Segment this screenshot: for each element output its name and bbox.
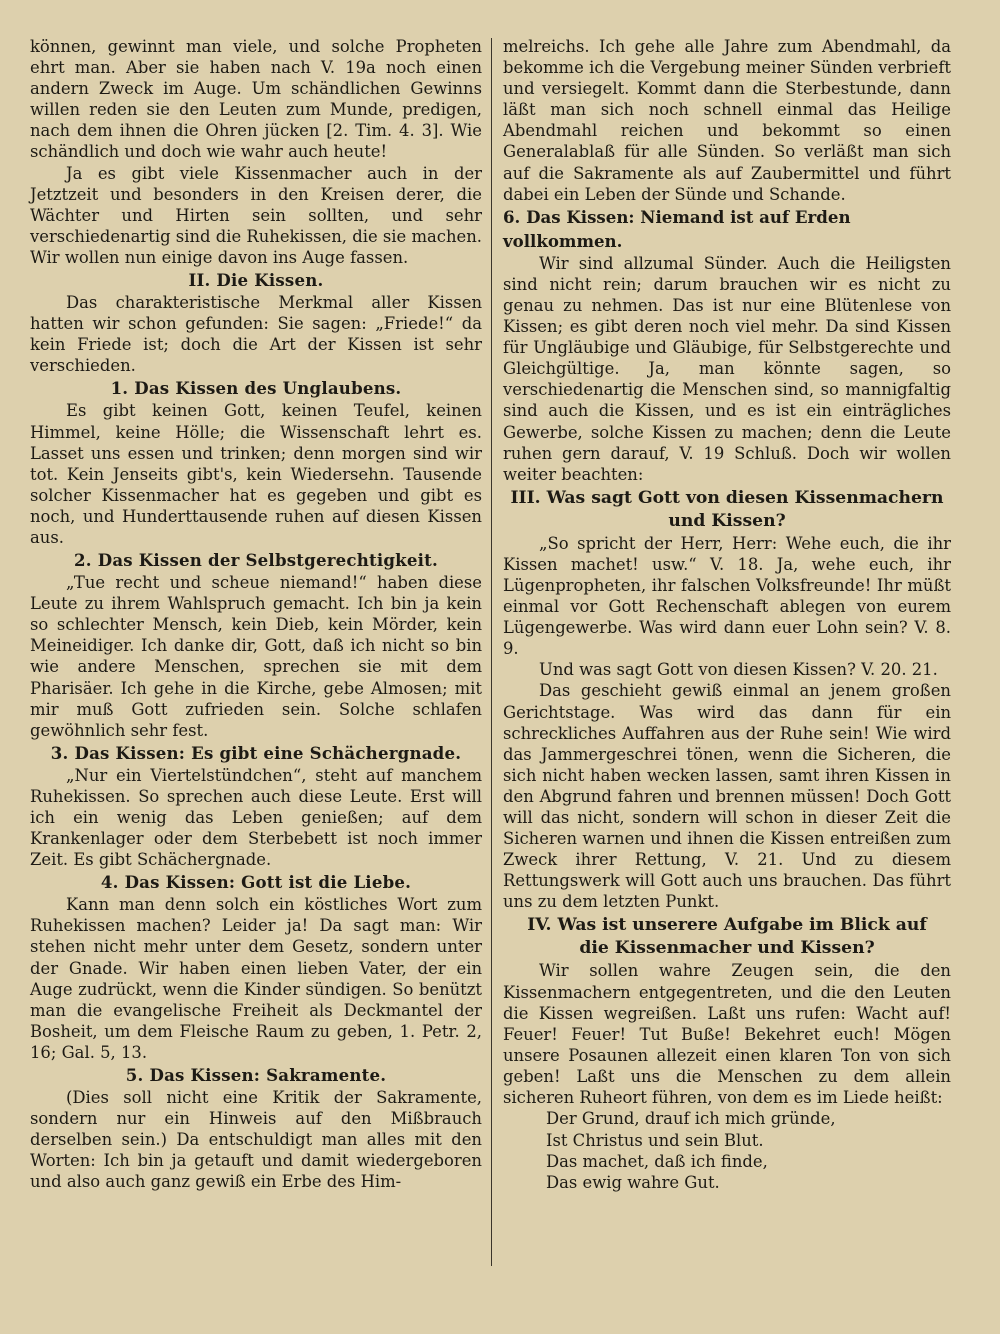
- paragraph: Das geschieht gewiß einmal an jenem großen Gerichtstage. Was wird das dann für ein schreckliches Auffahren aus der Ruhe sein! Wie wird das Jammergeschrei tönen, wenn die Sicheren, die sich nicht haben wecken lassen, samt ihren Kissen in den Abgrund fahren und brennen müssen! Doch Gott will das nicht, sondern will schon in dieser Zeit die Sicheren warnen und ihnen die Kissen entreißen zum Zweck ihrer Rettung, V. 21. Und zu diesem Rettungswerk will Gott auch uns brauchen. Das führt uns zu dem letzten Punkt.: [503, 681, 951, 912]
- paragraph: (Dies soll nicht eine Kritik der Sakramente, sondern nur ein Hinweis auf den Mißbrauch derselben sein.) Da entschuldigt man alles mit den Worten: Ich bin ja getauft und damit wiedergeboren und also auch ganz gewiß ein Erbe des Him-: [30, 1088, 482, 1192]
- verse-line: Der Grund, drauf ich mich gründe,: [546, 1109, 836, 1129]
- subheading-4: 4. Das Kissen: Gott ist die Liebe.: [100, 872, 412, 893]
- hymn-verse: [503, 1108, 951, 1194]
- paragraph: „Nur ein Viertelstündchen“, steht auf manchem Ruhekissen. So sprechen auch diese Leute. Erst will ich ein wenig das Leben genießen; auf dem Krankenlager oder dem Sterbebett ist noch immer Zeit. Es gibt Schächergnade.: [30, 765, 482, 870]
- paragraph: Wir sind allzumal Sünder. Auch die Heiligsten sind nicht rein; darum brauchen wir es nicht zu genau zu nehmen. Das ist nur eine Blütenlese von Kissen; es gibt deren noch viel mehr. Da sind Kissen für Ungläubige und Gläubige, für Selbstgerechte und Gleichgültige. Ja, man könnte sagen, so verschiedenartig die Menschen sind, so mannigfaltig sind auch die Kissen, und es ist ein einträgliches Gewerbe, solche Kissen zu machen; denn die Leute ruhen gern darauf, V. 19 Schluß. Doch wir wollen weiter beachten:: [503, 253, 951, 484]
- right-column: [503, 36, 951, 1194]
- paragraph: „Tue recht und scheue niemand!“ haben diese Leute zu ihrem Wahlspruch gemacht. Ich bin ja kein so schlechter Mensch, kein Dieb, kein Mörder, kein Meineidiger. Ich danke dir, Gott, daß ich nicht so bin wie andere Menschen, sprechen sie mit dem Pharisäer. Ich gehe in die Kirche, gebe Almosen; mit mir muß Gott zufrieden sein. Solche schlafen gewöhnlich sehr fest.: [30, 573, 482, 740]
- section-heading-iv-line1: IV. Was ist unserere Aufgabe im Blick auf: [527, 915, 927, 936]
- subheading-5: 5. Das Kissen: Sakramente.: [125, 1065, 387, 1086]
- subheading-2: 2. Das Kissen der Selbstgerechtigkeit.: [74, 550, 438, 571]
- section-heading-iii: [503, 487, 951, 533]
- paragraph: melreichs. Ich gehe alle Jahre zum Abendmahl, da bekomme ich die Vergebung meiner Sünden verbrieft und versiegelt. Kommt dann die Sterbestunde, dann läßt man sich noch schnell einmal das Heilige Abendmahl reichen und bekommt so einen Generalablaß für alle Sünden. So verläßt man sich auf die Sakramente als auf Zaubermittel und führt dabei ein Leben der Sünde und Schande.: [503, 37, 951, 204]
- paragraph: „So spricht der Herr, Herr: Wehe euch, die ihr Kissen machet! usw.“ V. 18. Ja, wehe euch, ihr Lügenpropheten, ihr falschen Volksfreunde! Ihr müßt einmal vor Gott Rechenschaft ablegen von eurem Lügengewerbe. Was wird dann euer Lohn sein? V. 8. 9.: [503, 533, 951, 659]
- paragraph: Ja es gibt viele Kissenmacher auch in der Jetztzeit und besonders in den Kreisen derer, die Wächter und Hirten sein sollten, und sehr verschiedenartig sind die Ruhekissen, die sie machen. Wir wollen nun einige davon ins Auge fassen.: [30, 163, 482, 267]
- paragraph: können, gewinnt man viele, und solche Propheten ehrt man. Aber sie haben nach V. 19a noch einen andern Zweck im Auge. Um schändlichen Gewinns willen reden sie den Leuten zum Munde, predigen, nach dem ihnen die Ohren jücken [2. Tim. 4. 3]. Wie schändlich und doch wie wahr auch heute!: [30, 37, 482, 162]
- section-heading-iv: [503, 914, 951, 960]
- subheading-1: 1. Das Kissen des Unglaubens.: [110, 378, 402, 399]
- verse-line: Ist Christus und sein Blut.: [546, 1130, 764, 1150]
- left-column: [30, 36, 482, 1193]
- verse-line: Das machet, daß ich finde,: [546, 1151, 768, 1171]
- paragraph: Und was sagt Gott von diesen Kissen? V. 20. 21.: [539, 660, 938, 680]
- column-divider: [491, 38, 492, 1266]
- paragraph: Das charakteristische Merkmal aller Kissen hatten wir schon gefunden: Sie sagen: „Friede!“ da kein Friede ist; doch die Art der Kissen ist sehr verschieden.: [30, 293, 482, 376]
- subheading-6: 6. Das Kissen: Niemand ist auf Erden vollkommen.: [503, 206, 851, 251]
- section-heading-iii-line2: und Kissen?: [668, 510, 786, 531]
- verse-line: Das ewig wahre Gut.: [546, 1173, 720, 1193]
- section-heading-iii-line1: III. Was sagt Gott von diesen Kissenmachern: [510, 487, 944, 508]
- section-heading-iv-line2: die Kissenmacher und Kissen?: [579, 938, 875, 959]
- paragraph: Es gibt keinen Gott, keinen Teufel, keinen Himmel, keine Hölle; die Wissenschaft lehrt es. Lasset uns essen und trinken; denn morgen sind wir tot. Kein Jenseits gibt's, kein Wiedersehn. Tausende solcher Kissenmacher hat es gegeben und gibt es noch, und Hunderttausende ruhen auf diesen Kissen aus.: [30, 401, 482, 547]
- paragraph: Kann man denn solch ein köstliches Wort zum Ruhekissen machen? Leider ja! Da sagt man: Wir stehen nicht mehr unter dem Gesetz, sondern unter der Gnade. Wir haben einen lieben Vater, der ein Auge zudrückt, wenn die Kinder sündigen. So benützt man die evangelische Freiheit als Deckmantel der Bosheit, um dem Fleische Raum zu geben, 1. Petr. 2, 16; Gal. 5, 13.: [30, 895, 482, 1062]
- paragraph: Wir sollen wahre Zeugen sein, die den Kissenmachern entgegentreten, und die den Leuten die Kissen wegreißen. Laßt uns rufen: Wacht auf! Feuer! Feuer! Tut Buße! Bekehret euch! Mögen unsere Posaunen allezeit einen klaren Ton von sich geben! Laßt uns die Menschen zu dem allein sicheren Ruheort führen, von dem es im Liede heißt:: [503, 961, 951, 1108]
- subheading-3: 3. Das Kissen: Es gibt eine Schächergnade.: [50, 742, 462, 763]
- section-heading-ii: II. Die Kissen.: [188, 270, 324, 291]
